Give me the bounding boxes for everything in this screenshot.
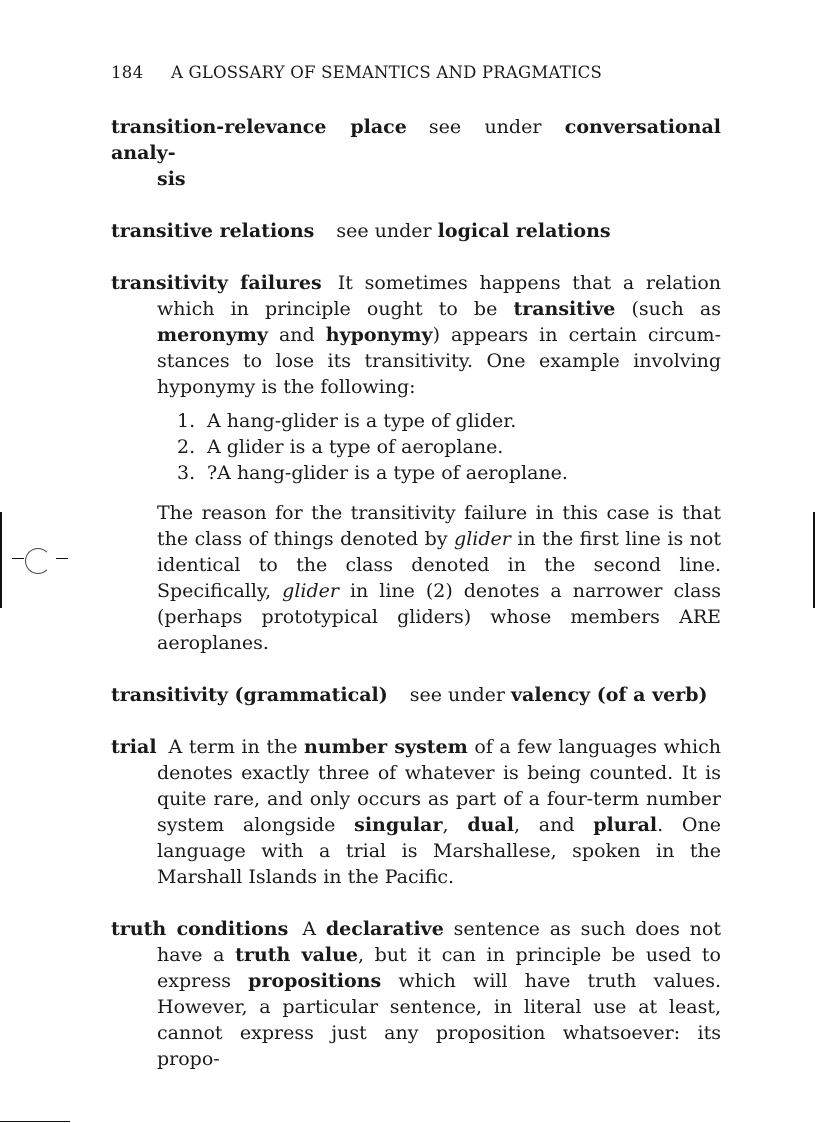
entry-transitive-relations bbox=[111, 218, 721, 244]
example-text: A glider is a type of aeroplane. bbox=[207, 436, 504, 458]
headword: trial bbox=[111, 736, 157, 758]
cross-reference: propositions bbox=[248, 970, 382, 992]
see-under-text: see under bbox=[336, 220, 432, 242]
example-text: A hang-glider is a type of glider. bbox=[207, 410, 517, 432]
definition-text: which will have truth values. However, a particular sentence, in literal use at least, cannot express just any proposition whatsoever: its propo- bbox=[157, 970, 721, 1070]
running-header bbox=[111, 63, 602, 82]
italic-term: glider bbox=[454, 528, 511, 550]
definition-text: . One language with a trial is Marshallese, spoken in the Marshall Islands in the Pacific. bbox=[157, 814, 721, 888]
crop-mark-left-vertical bbox=[0, 512, 2, 608]
example-item bbox=[177, 408, 721, 434]
crop-mark-right-vertical bbox=[813, 512, 815, 608]
cross-reference: singular bbox=[354, 814, 443, 836]
cross-reference: meronymy bbox=[157, 324, 268, 346]
headword: transitivity (grammatical) bbox=[111, 684, 388, 706]
cross-reference: logical relations bbox=[437, 220, 611, 242]
see-under-text: see under bbox=[409, 684, 505, 706]
cross-reference: transitive bbox=[513, 298, 616, 320]
crop-mark-dash-left bbox=[12, 558, 24, 559]
headword: transitive relations bbox=[111, 220, 315, 242]
example-text: ?A hang-glider is a type of aeroplane. bbox=[207, 462, 568, 484]
cross-reference: conversational analy- bbox=[111, 116, 722, 164]
definition-text: sentence as such does not have a bbox=[157, 918, 721, 966]
crop-mark-bottom bbox=[0, 1121, 70, 1122]
cross-reference: truth value bbox=[235, 944, 359, 966]
cross-reference: number system bbox=[304, 736, 468, 758]
definition-text: It sometimes happens that a relation bbox=[337, 272, 721, 294]
cross-reference: valency (of a verb) bbox=[511, 684, 708, 706]
definition-text: (such as bbox=[631, 298, 721, 320]
definition-text: , bbox=[442, 814, 449, 836]
italic-term: glider bbox=[282, 580, 339, 602]
example-number: 2. bbox=[177, 436, 196, 458]
glossary-entries bbox=[111, 114, 721, 1072]
definition-text: ) appears in certain circum- bbox=[432, 324, 721, 346]
headword: transition-relevance place bbox=[111, 116, 407, 138]
example-item bbox=[177, 460, 721, 486]
definition-text: hyponymy is the following: bbox=[157, 376, 416, 398]
example-number: 3. bbox=[177, 462, 196, 484]
entry-trial bbox=[111, 734, 721, 890]
definition-text: A bbox=[302, 918, 317, 940]
entry-transitivity-failures bbox=[111, 270, 721, 656]
example-item bbox=[177, 434, 721, 460]
crop-mark-dash-right bbox=[56, 558, 68, 559]
running-title: A GLOSSARY OF SEMANTICS AND PRAGMATICS bbox=[170, 63, 602, 82]
see-under-text: see under bbox=[428, 116, 542, 138]
cross-reference-cont: sis bbox=[157, 168, 186, 190]
explanation-paragraph bbox=[111, 500, 721, 656]
definition-text: and bbox=[278, 324, 315, 346]
definition-text: which in principle ought to be bbox=[157, 298, 498, 320]
definition-text: of a few languages which denotes exactly three of whatever is being counted. It is quite rare, and only occurs as part of a four-term number system alongside bbox=[157, 736, 721, 836]
definition-text: in the first line is not identical to the class denoted in the second line. Specifically, bbox=[157, 528, 721, 602]
entry-transitivity-grammatical bbox=[111, 682, 721, 708]
definition-text: The reason for the transitivity failure in this case is that the class of things denoted by bbox=[157, 502, 721, 550]
page-number: 184 bbox=[111, 63, 144, 82]
headword: transitivity failures bbox=[111, 272, 322, 294]
entry-transition-relevance-place bbox=[111, 114, 721, 192]
cross-reference: hyponymy bbox=[325, 324, 433, 346]
definition-text: , and bbox=[513, 814, 575, 836]
entry-truth-conditions bbox=[111, 916, 721, 1072]
cross-reference: plural bbox=[593, 814, 658, 836]
headword: truth conditions bbox=[111, 918, 289, 940]
example-number: 1. bbox=[177, 410, 196, 432]
definition-text: in line (2) denotes a narrower class (perhaps prototypical gliders) whose members ARE aeroplanes. bbox=[157, 580, 722, 654]
cross-reference: declarative bbox=[325, 918, 444, 940]
definition-text: A term in the bbox=[168, 736, 298, 758]
example-list bbox=[111, 408, 721, 486]
definition-text: stances to lose its transitivity. One example involving bbox=[157, 350, 721, 372]
registration-circle-icon bbox=[25, 548, 51, 574]
cross-reference: dual bbox=[467, 814, 514, 836]
definition-text: , but it can in principle be used to express bbox=[157, 944, 721, 992]
